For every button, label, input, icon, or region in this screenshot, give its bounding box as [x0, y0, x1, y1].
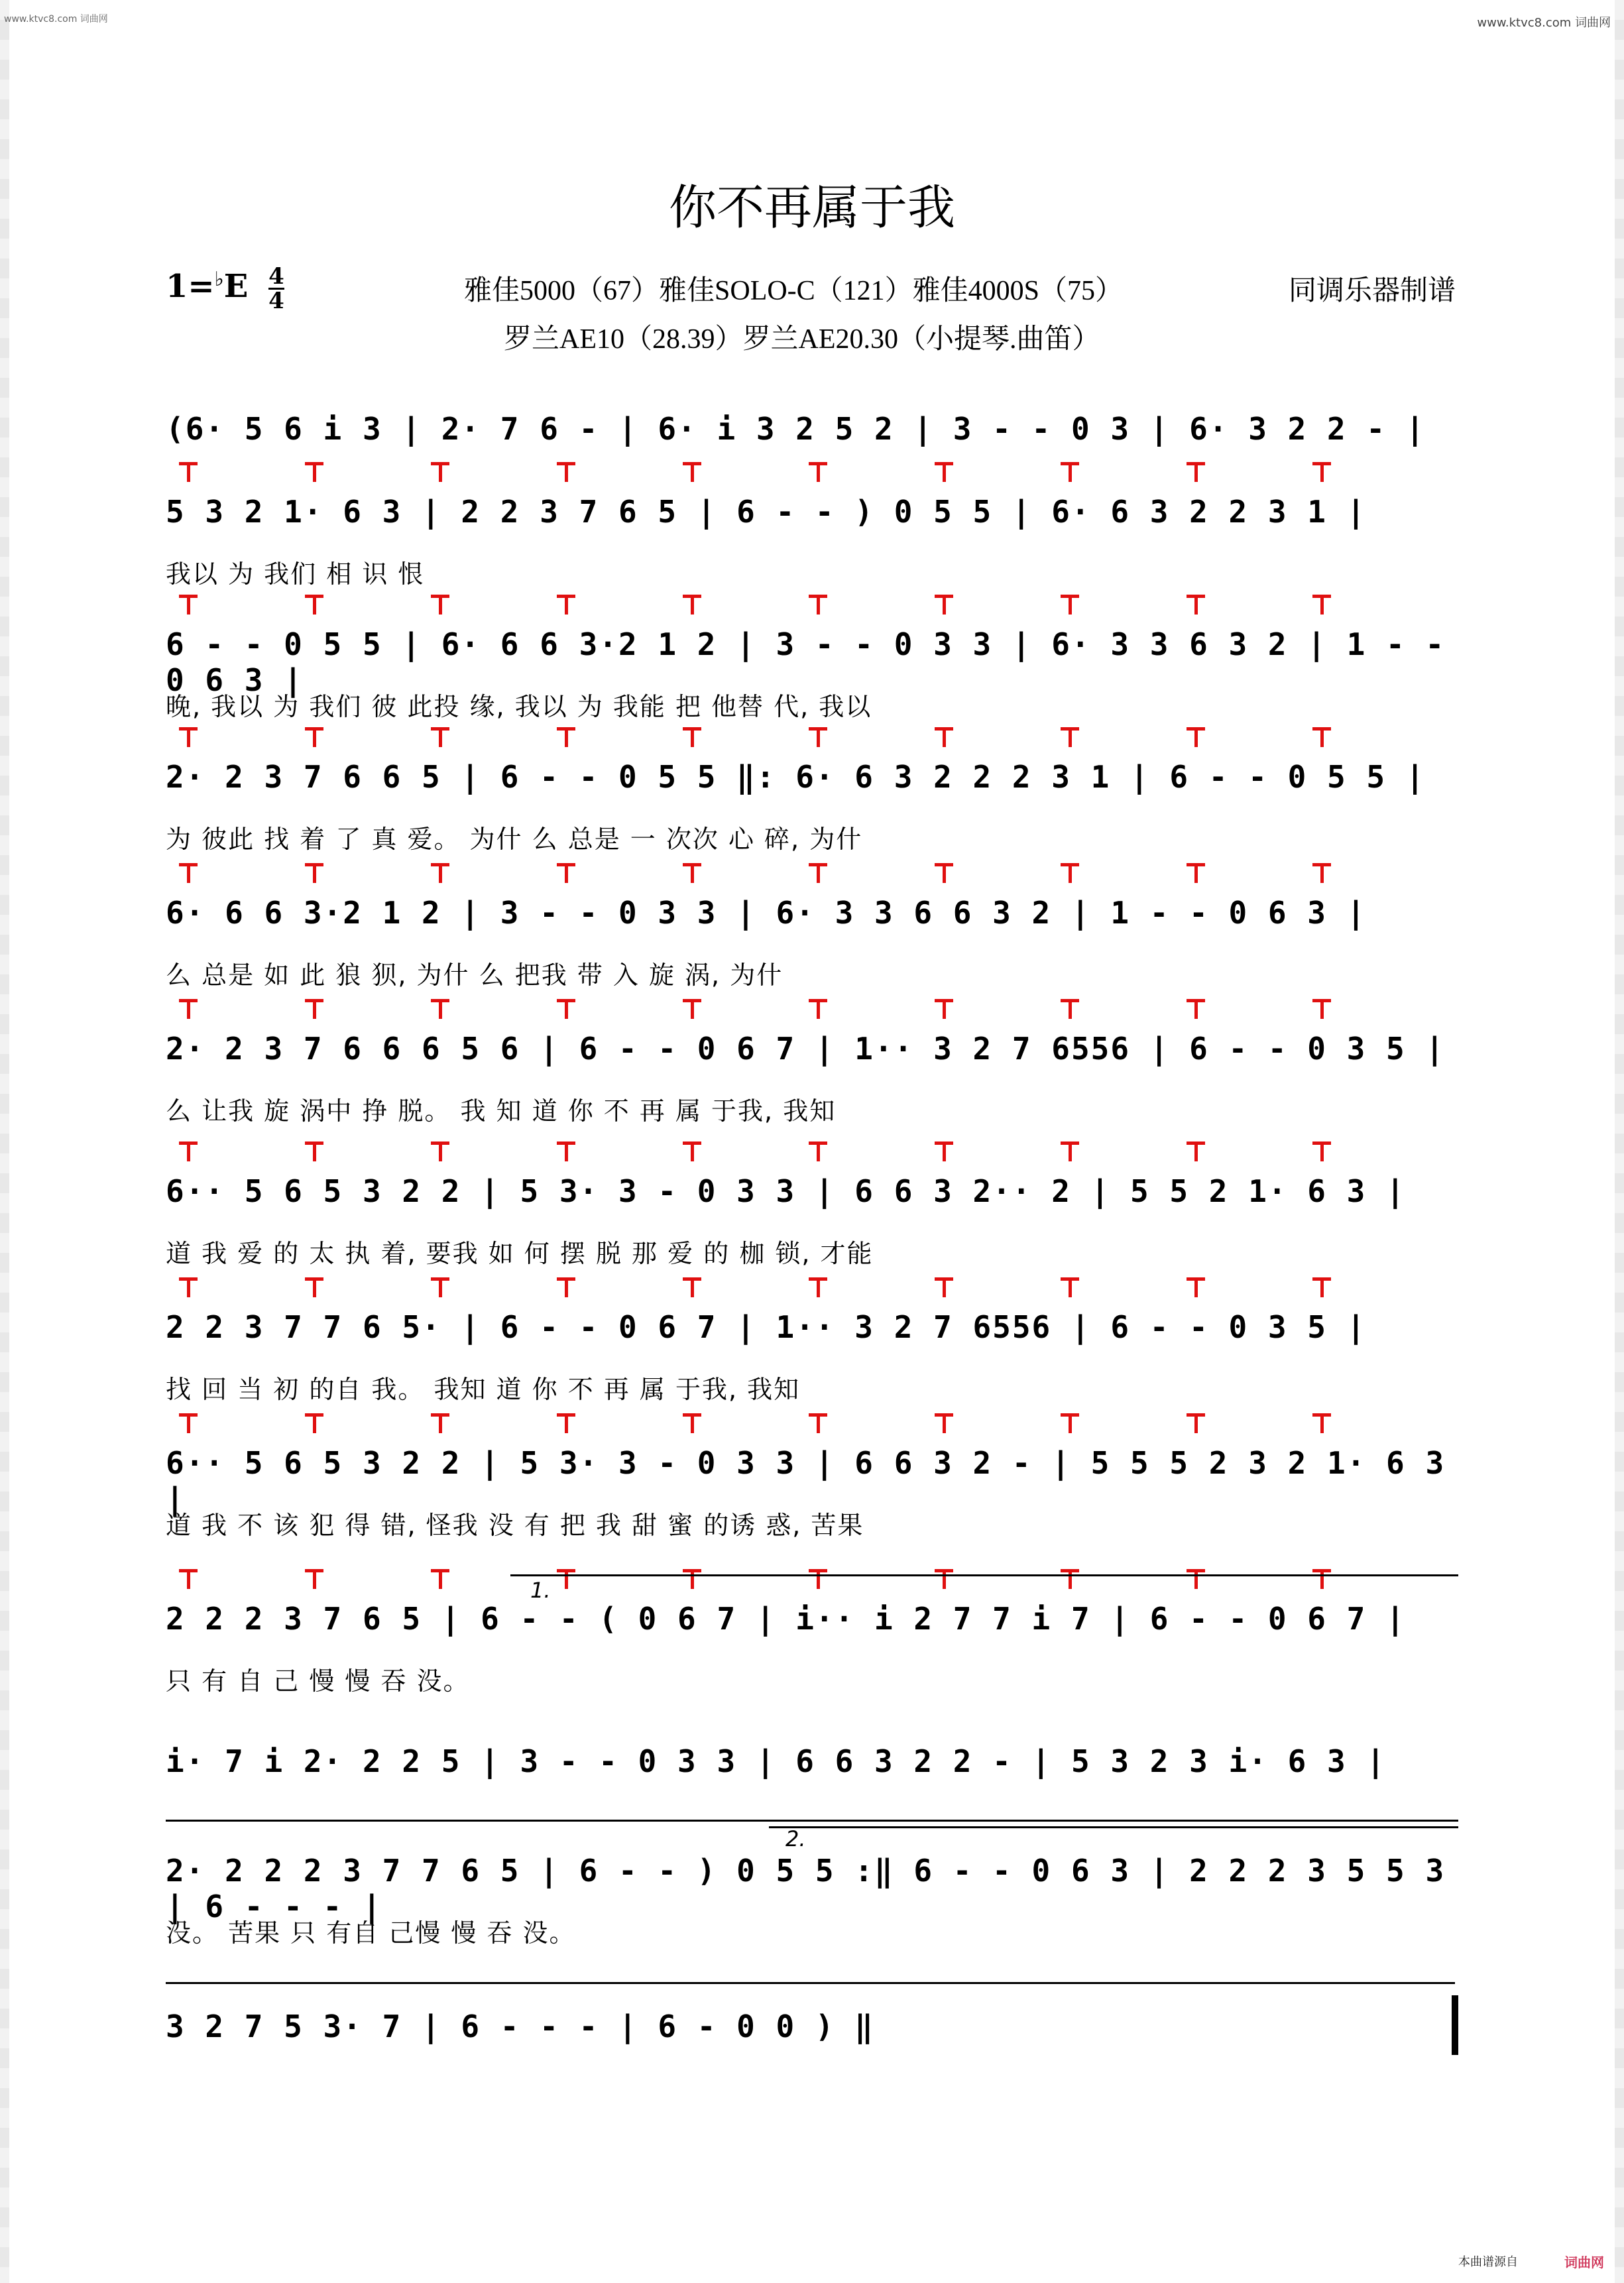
breath-mark	[557, 999, 575, 1019]
breath-mark	[557, 863, 575, 883]
breath-mark	[557, 727, 575, 747]
breath-mark	[431, 727, 449, 747]
breath-mark-row-5	[166, 863, 1458, 883]
breath-mark-row-3	[166, 595, 1458, 615]
breath-mark	[431, 1569, 449, 1589]
breath-mark	[305, 1142, 323, 1161]
volta-bracket-2	[769, 1826, 1458, 1828]
breath-mark	[683, 1413, 701, 1433]
breath-mark	[935, 1413, 953, 1433]
breath-mark	[1312, 863, 1331, 883]
breath-mark	[1061, 1277, 1079, 1297]
lyric-line-6: 么 让我 旋 涡中 挣 脱。 我 知 道 你 不 再 属 于我, 我知	[166, 1096, 837, 1126]
staff-line-5: 6· 6 6 3·2 1 2 | 3 - - 0 3 3 | 6· 3 3 6 6 3 2 | 1 - - 0 6 3 |	[166, 895, 1367, 931]
breath-mark	[305, 1569, 323, 1589]
staff-line-10: 2 2 2 3 7 6 5 | 6 - - ( 0 6 7 | i·· i 2 7 7 i 7 | 6 - - 0 6 7 |	[166, 1601, 1406, 1637]
footer-logo: 词曲网	[1564, 2254, 1604, 2270]
breath-mark	[809, 1277, 827, 1297]
breath-mark	[1061, 462, 1079, 482]
breath-mark	[935, 727, 953, 747]
breath-mark-row-2	[166, 462, 1458, 482]
score-maker: 同调乐器制谱	[1288, 276, 1456, 306]
breath-mark	[809, 462, 827, 482]
breath-mark	[935, 462, 953, 482]
breath-mark-row-4	[166, 727, 1458, 747]
breath-mark	[935, 1142, 953, 1161]
breath-mark	[431, 863, 449, 883]
staff-line-3: 6 - - 0 5 5 | 6· 6 6 3·2 1 2 | 3 - - 0 3 3 | 6· 3 3 6 3 2 | 1 - - 0 6 3 |	[166, 626, 1446, 698]
breath-mark	[305, 595, 323, 615]
breath-mark	[179, 1569, 198, 1589]
breath-mark	[1312, 1413, 1331, 1433]
breath-mark	[179, 462, 198, 482]
time-top: 4	[268, 263, 284, 290]
volta-label-2: 2.	[785, 1826, 806, 1851]
breath-mark	[1061, 863, 1079, 883]
key-prefix: 1=	[166, 268, 215, 305]
volta-label-1: 1.	[530, 1578, 551, 1603]
lyric-line-8: 找 回 当 初 的自 我。 我知 道 你 不 再 属 于我, 我知	[166, 1375, 801, 1404]
breath-mark	[305, 863, 323, 883]
breath-mark-row-8	[166, 1277, 1458, 1297]
breath-mark	[431, 1142, 449, 1161]
site-watermark-left: www.ktvc8.com 词曲网	[4, 14, 108, 25]
breath-mark	[557, 1142, 575, 1161]
breath-mark	[305, 727, 323, 747]
breath-mark	[179, 863, 198, 883]
staff-line-7: 6·· 5 6 5 3 2 2 | 5 3· 3 - 0 3 3 | 6 6 3 2·· 2 | 5 5 2 1· 6 3 |	[166, 1173, 1406, 1209]
breath-mark	[935, 999, 953, 1019]
breath-mark	[1312, 1142, 1331, 1161]
breath-mark-row-9	[166, 1413, 1458, 1433]
instrument-settings-line-2: 罗兰AE10（28.39）罗兰AE20.30（小提琴.曲笛）	[504, 324, 1100, 355]
breath-mark	[683, 999, 701, 1019]
breath-mark	[557, 1569, 575, 1589]
time-signature	[268, 265, 284, 312]
breath-mark	[1312, 595, 1331, 615]
breath-mark	[809, 727, 827, 747]
lyric-line-7: 道 我 爱 的 太 执 着, 要我 如 何 摆 脱 那 爱 的 枷 锁, 才能	[166, 1239, 874, 1268]
breath-mark	[179, 999, 198, 1019]
staff-line-13: 3 2 7 5 3· 7 | 6 - - - | 6 - 0 0 ) ‖	[166, 2009, 874, 2044]
breath-mark	[935, 863, 953, 883]
breath-mark	[809, 1413, 827, 1433]
breath-mark	[179, 595, 198, 615]
staff-line-2: 5 3 2 1· 6 3 | 2 2 3 7 6 5 | 6 - - ) 0 5 5 | 6· 6 3 2 2 3 1 |	[166, 494, 1367, 530]
staff-line-1: (6· 5 6 i 3 | 2· 7 6 - | 6· i 3 2 5 2 | 3 - - 0 3 | 6· 3 2 2 - |	[166, 411, 1426, 447]
breath-mark	[1061, 1569, 1079, 1589]
breath-mark	[431, 595, 449, 615]
breath-mark	[179, 1142, 198, 1161]
breath-mark	[1312, 727, 1331, 747]
footer-source: 本曲谱源自	[1458, 2255, 1518, 2269]
breath-mark	[1061, 1413, 1079, 1433]
lyric-line-3: 晚, 我以 为 我们 彼 此投 缘, 我以 为 我能 把 他替 代, 我以	[166, 692, 872, 721]
breath-mark	[179, 727, 198, 747]
breath-mark	[1187, 999, 1205, 1019]
breath-mark	[683, 462, 701, 482]
lyric-line-12: 没。 苦果 只 有自 己慢 慢 吞 没。	[166, 1918, 576, 1948]
breath-mark	[431, 462, 449, 482]
breath-mark	[557, 595, 575, 615]
key-signature	[166, 265, 284, 312]
breath-mark	[1187, 1277, 1205, 1297]
breath-mark	[557, 1277, 575, 1297]
lyric-line-5: 么 总是 如 此 狼 狈, 为什 么 把我 带 入 旋 涡, 为什	[166, 961, 783, 990]
breath-mark	[179, 1277, 198, 1297]
volta-bracket-1	[510, 1574, 1458, 1576]
breath-mark	[1187, 595, 1205, 615]
breath-mark	[809, 595, 827, 615]
breath-mark	[1187, 462, 1205, 482]
breath-mark	[809, 1569, 827, 1589]
staff-line-4: 2· 2 3 7 6 6 5 | 6 - - 0 5 5 ‖: 6· 6 3 2 2 2 3 1 | 6 - - 0 5 5 |	[166, 759, 1426, 795]
breath-mark-row-10	[166, 1569, 1458, 1589]
site-watermark-right: www.ktvc8.com 词曲网	[1477, 16, 1611, 30]
key-letter: E	[223, 268, 249, 305]
lyric-line-9: 道 我 不 该 犯 得 错, 怪我 没 有 把 我 甜 蜜 的诱 惑, 苦果	[166, 1511, 864, 1540]
breath-mark	[683, 1277, 701, 1297]
breath-mark	[1061, 595, 1079, 615]
section-rule	[166, 1820, 1458, 1822]
breath-mark	[935, 595, 953, 615]
breath-mark	[1187, 1569, 1205, 1589]
breath-mark	[809, 999, 827, 1019]
final-barline	[1452, 1995, 1458, 2055]
lyric-line-10: 只 有 自 己 慢 慢 吞 没。	[166, 1667, 470, 1696]
breath-mark	[431, 1413, 449, 1433]
breath-mark	[809, 863, 827, 883]
breath-mark	[305, 462, 323, 482]
lyric-line-4: 为 彼此 找 着 了 真 爱。 为什 么 总是 一 次次 心 碎, 为什	[166, 825, 863, 854]
breath-mark	[683, 1569, 701, 1589]
right-margin-strip	[1615, 0, 1624, 2283]
breath-mark	[305, 999, 323, 1019]
breath-mark	[1187, 863, 1205, 883]
breath-mark	[1312, 999, 1331, 1019]
staff-line-11: i· 7 i 2· 2 2 5 | 3 - - 0 3 3 | 6 6 3 2 2 - | 5 3 2 3 i· 6 3 |	[166, 1743, 1387, 1779]
left-margin-strip	[0, 0, 9, 2283]
instrument-settings-line-1: 雅佳5000（67）雅佳SOLO-C（121）雅佳4000S（75）	[464, 276, 1124, 306]
breath-mark	[1061, 1142, 1079, 1161]
breath-mark	[1187, 727, 1205, 747]
breath-mark	[1061, 727, 1079, 747]
lyric-line-2: 我以 为 我们 相 识 恨	[166, 559, 425, 589]
staff-line-12: 2· 2 2 2 3 7 7 6 5 | 6 - - ) 0 5 5 :‖ 6 - - 0 6 3 | 2 2 2 3 5 5 3 | 6 - - - |	[166, 1853, 1446, 1924]
breath-mark-row-7	[166, 1142, 1458, 1161]
breath-mark	[683, 1142, 701, 1161]
breath-mark	[305, 1413, 323, 1433]
breath-mark	[683, 595, 701, 615]
breath-mark-row-6	[166, 999, 1458, 1019]
time-bottom: 4	[268, 288, 284, 314]
breath-mark	[683, 727, 701, 747]
breath-mark	[305, 1277, 323, 1297]
breath-mark	[1312, 1277, 1331, 1297]
breath-mark	[557, 1413, 575, 1433]
breath-mark	[1187, 1142, 1205, 1161]
breath-mark	[935, 1277, 953, 1297]
song-title: 你不再属于我	[668, 180, 955, 235]
staff-line-6: 2· 2 3 7 6 6 6 5 6 | 6 - - 0 6 7 | 1·· 3 2 7 6556 | 6 - - 0 3 5 |	[166, 1031, 1446, 1067]
breath-mark	[1312, 1569, 1331, 1589]
breath-mark	[431, 1277, 449, 1297]
breath-mark	[1061, 999, 1079, 1019]
coda-rule	[166, 1982, 1455, 1984]
breath-mark	[683, 863, 701, 883]
breath-mark	[179, 1413, 198, 1433]
breath-mark	[809, 1142, 827, 1161]
breath-mark	[935, 1569, 953, 1589]
staff-line-9: 6·· 5 6 5 3 2 2 | 5 3· 3 - 0 3 3 | 6 6 3 2 - | 5 5 5 2 3 2 1· 6 3 |	[166, 1445, 1446, 1517]
breath-mark	[1312, 462, 1331, 482]
flat-symbol: ♭	[214, 268, 224, 291]
breath-mark	[431, 999, 449, 1019]
breath-mark	[557, 462, 575, 482]
breath-mark	[1187, 1413, 1205, 1433]
staff-line-8: 2 2 3 7 7 6 5· | 6 - - 0 6 7 | 1·· 3 2 7 6556 | 6 - - 0 3 5 |	[166, 1309, 1367, 1345]
